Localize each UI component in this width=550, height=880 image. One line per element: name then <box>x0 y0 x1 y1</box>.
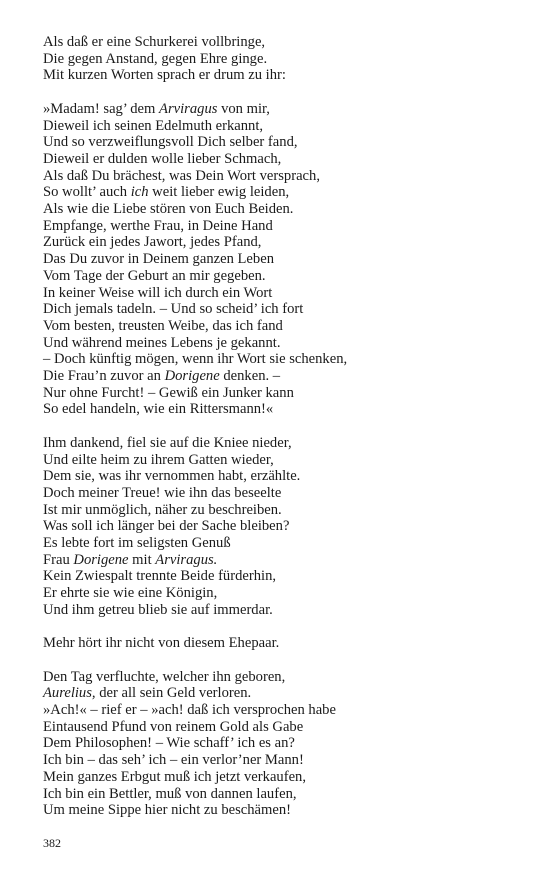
poem-line <box>43 535 523 552</box>
line-text: Dieweil ich seinen Edelmuth erkannt, <box>43 117 264 134</box>
line-text: Das Du zuvor in Deinem ganzen Leben <box>43 251 274 268</box>
poem-line <box>43 685 523 702</box>
stanza <box>43 669 523 819</box>
line-text: Und so verzweiflungsvoll Dich selber fand, <box>43 134 298 151</box>
poem-line <box>43 401 523 418</box>
poem-line <box>43 168 523 185</box>
poem-line <box>43 435 523 452</box>
poem-line <box>43 552 523 569</box>
poem-line <box>43 585 523 602</box>
line-text: Um meine Sippe hier nicht zu beschämen! <box>43 802 292 819</box>
line-text: Eintausend Pfund von reinem Gold als Gabe <box>43 718 304 735</box>
line-text: – Doch künftig mögen, wenn ihr Wort sie schenken, <box>43 351 348 368</box>
line-text: So edel handeln, wie ein Rittersmann!« <box>43 401 274 418</box>
line-text: Und während meines Lebens je gekannt. <box>43 334 281 351</box>
poem-line <box>43 201 523 218</box>
line-text: Mein ganzes Erbgut muß ich jetzt verkaufen, <box>43 768 307 785</box>
poem-line <box>43 468 523 485</box>
line-text: Nur ohne Furcht! – Gewiß ein Junker kann <box>43 384 294 401</box>
line-text: Zurück ein jedes Jawort, jedes Pfand, <box>43 234 262 251</box>
poem-line <box>43 268 523 285</box>
line-text: Vom besten, treusten Weibe, das ich fand <box>43 317 283 334</box>
poem-line <box>43 318 523 335</box>
stanza <box>43 101 523 418</box>
line-text: Dem sie, was ihr vernommen habt, erzählte. <box>43 468 301 485</box>
poem-line <box>43 34 523 51</box>
line-text: Und ihm getreu blieb sie auf immerdar. <box>43 601 273 618</box>
line-text: Was soll ich länger bei der Sache bleiben? <box>43 518 290 535</box>
poem-line <box>43 786 523 803</box>
line-text: Kein Zwiespalt trennte Beide fürderhin, <box>43 568 277 585</box>
line-text: Dich jemals tadeln. – Und so scheid’ ich fort <box>43 301 304 318</box>
italic-name: Aurelius, <box>43 685 96 702</box>
line-text: Dieweil er dulden wolle lieber Schmach, <box>43 150 282 167</box>
line-text: Er ehrte sie wie eine Königin, <box>43 585 218 602</box>
poem-line <box>43 134 523 151</box>
line-text: Ihm dankend, fiel sie auf die Kniee nieder, <box>43 434 292 451</box>
poem-line <box>43 151 523 168</box>
poem-line <box>43 335 523 352</box>
poem-line <box>43 301 523 318</box>
poem-line <box>43 568 523 585</box>
poem-line <box>43 234 523 251</box>
poem-line <box>43 485 523 502</box>
poem-line <box>43 502 523 519</box>
poem-line <box>43 735 523 752</box>
poem-line <box>43 518 523 535</box>
poem-line <box>43 251 523 268</box>
line-text: In keiner Weise will ich durch ein Wort <box>43 284 273 301</box>
poem-line <box>43 452 523 469</box>
line-text: Ich bin – das seh’ ich – ein verlor’ner Mann! <box>43 752 304 769</box>
page-number: 382 <box>43 836 61 850</box>
poem-line <box>43 802 523 819</box>
line-text: »Madam! sag’ dem <box>43 100 160 117</box>
line-text: Mehr hört ihr nicht von diesem Ehepaar. <box>43 635 280 652</box>
line-text: Als wie die Liebe stören von Euch Beiden. <box>43 201 294 218</box>
italic-name: ich <box>130 184 149 201</box>
line-text: So wollt’ auch <box>43 184 131 201</box>
line-text: denken. – <box>219 368 281 385</box>
poem-line <box>43 635 523 652</box>
line-text: Ich bin ein Bettler, muß von dannen laufen, <box>43 785 297 802</box>
line-text: Die gegen Anstand, gegen Ehre ginge. <box>43 50 268 67</box>
line-text: Ist mir unmöglich, näher zu beschreiben. <box>43 501 282 518</box>
italic-name: Dorigene <box>73 551 129 568</box>
poem-line <box>43 769 523 786</box>
poem-line <box>43 285 523 302</box>
poem-line <box>43 702 523 719</box>
line-text: Vom Tage der Geburt an mir gegeben. <box>43 267 266 284</box>
poem-line <box>43 385 523 402</box>
poem-text <box>43 34 523 836</box>
line-text: Mit kurzen Worten sprach er drum zu ihr: <box>43 67 286 84</box>
line-text: Als daß Du brächest, was Dein Wort versprach, <box>43 167 320 184</box>
line-text: Als daß er eine Schurkerei vollbringe, <box>43 34 266 50</box>
poem-line <box>43 602 523 619</box>
line-text: Doch meiner Treue! wie ihn das beseelte <box>43 484 282 501</box>
line-text: Die Frau’n zuvor an <box>43 368 165 385</box>
line-text: Und eilte heim zu ihrem Gatten wieder, <box>43 451 274 468</box>
line-text: von mir, <box>217 100 270 117</box>
poem-line <box>43 118 523 135</box>
line-text: Frau <box>43 551 74 568</box>
poem-line <box>43 669 523 686</box>
poem-line <box>43 351 523 368</box>
poem-line <box>43 752 523 769</box>
line-text: Empfange, werthe Frau, in Deine Hand <box>43 217 273 234</box>
poem-line <box>43 101 523 118</box>
stanza <box>43 34 523 84</box>
poem-line <box>43 719 523 736</box>
stanza <box>43 435 523 619</box>
italic-name: Arviragus. <box>155 551 218 568</box>
line-text: Es lebte fort im seligsten Genuß <box>43 535 231 552</box>
line-text: »Ach!« – rief er – »ach! daß ich versprochen habe <box>43 702 336 719</box>
poem-line <box>43 368 523 385</box>
line-text: Den Tag verfluchte, welcher ihn geboren, <box>43 668 286 685</box>
poem-line <box>43 51 523 68</box>
line-text: der all sein Geld verloren. <box>95 685 252 702</box>
italic-name: Dorigene <box>164 368 220 385</box>
stanza <box>43 635 523 652</box>
line-text: weit lieber ewig leiden, <box>148 184 290 201</box>
poem-line <box>43 218 523 235</box>
line-text: mit <box>128 551 156 568</box>
poem-line <box>43 67 523 84</box>
poem-line <box>43 184 523 201</box>
italic-name: Arviragus <box>159 100 218 117</box>
line-text: Dem Philosophen! – Wie schaff’ ich es an? <box>43 735 295 752</box>
